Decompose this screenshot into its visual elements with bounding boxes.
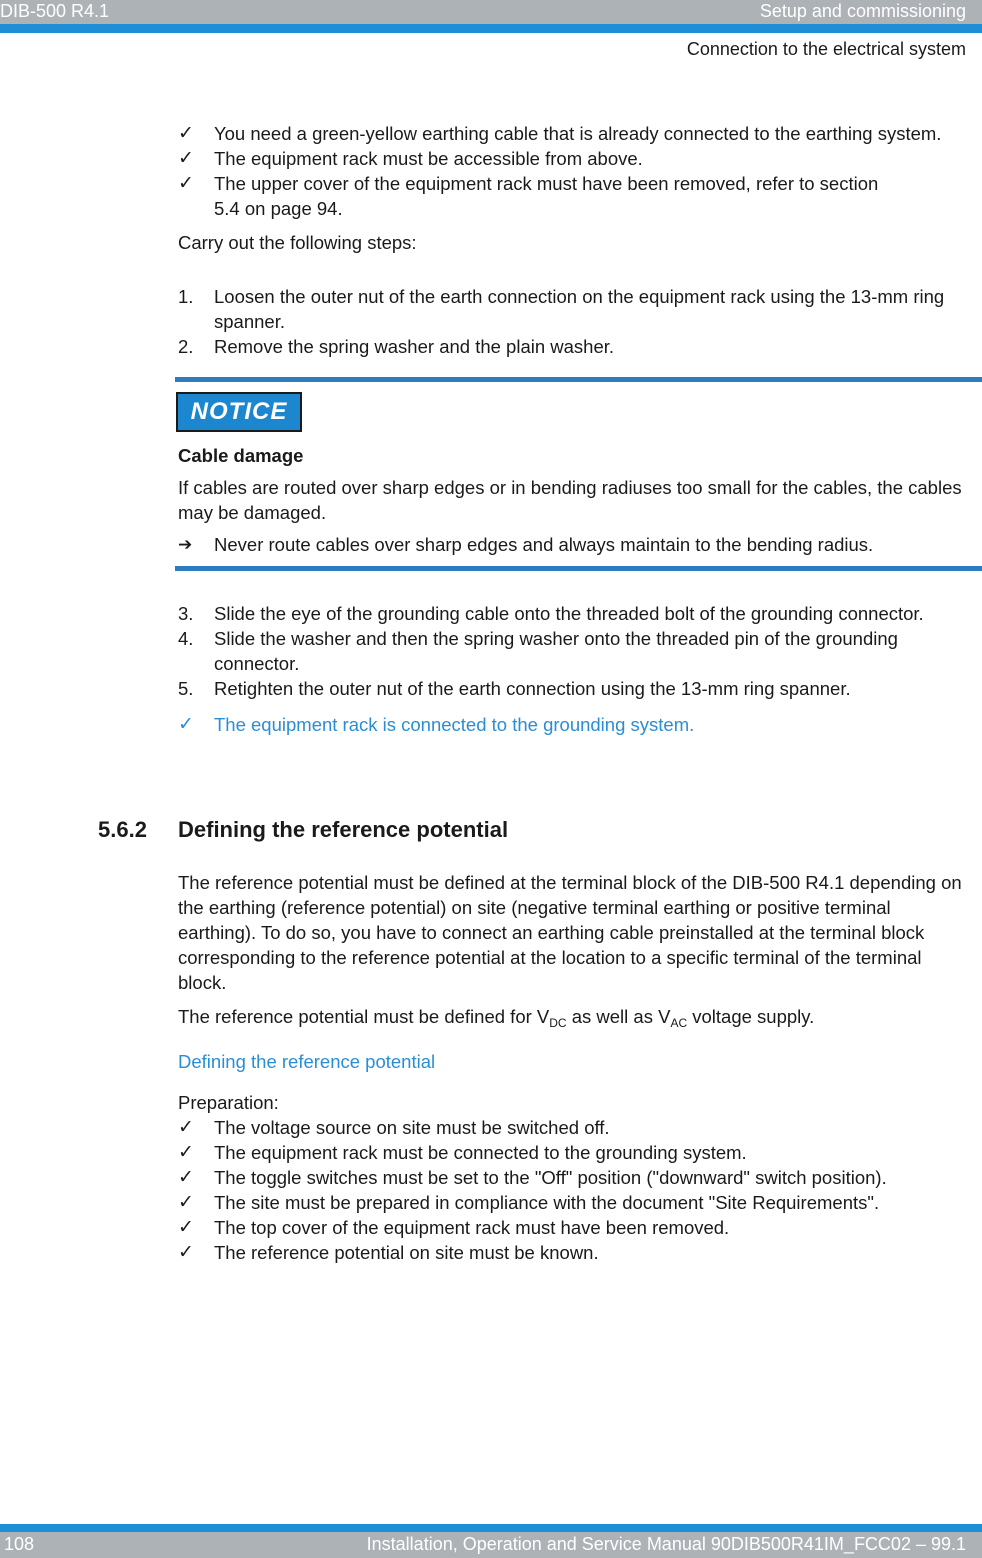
list-item: 2. Remove the spring washer and the plain washer. bbox=[178, 336, 615, 357]
list-item: 1. Loosen the outer nut of the earth connection on the equipment rack using the 13-mm ring spanner. bbox=[178, 286, 945, 332]
list-item: ✓ You need a green-yellow earthing cable that is already connected to the earthing system. bbox=[178, 123, 942, 144]
notice-badge: NOTICE bbox=[176, 392, 302, 432]
check-icon: ✓ bbox=[178, 173, 194, 194]
preparation-label: Preparation: bbox=[178, 1092, 279, 1113]
list-item: 4. Slide the washer and then the spring washer onto the threaded pin of the grounding connector. bbox=[178, 628, 898, 674]
list-item: ✓ The site must be prepared in compliance with the document "Site Requirements". bbox=[178, 1192, 880, 1213]
steps-list-a bbox=[178, 284, 968, 359]
list-item: 3. Slide the eye of the grounding cable onto the threaded bolt of the grounding connector. bbox=[178, 603, 924, 624]
notice-body bbox=[178, 443, 968, 557]
list-item: ✓ The equipment rack must be connected to the grounding system. bbox=[178, 1142, 747, 1163]
list-item: ✓ The toggle switches must be set to the "Off" position ("downward" switch position). bbox=[178, 1167, 887, 1188]
check-icon: ✓ bbox=[178, 1142, 194, 1163]
check-icon: ✓ bbox=[178, 1167, 194, 1188]
page-number: 108 bbox=[4, 1534, 35, 1554]
section-paragraph: The reference potential must be defined at the terminal block of the DIB-500 R4.1 depending on the earthing (reference potential) on site (negative terminal earthing or positive terminal earthing). To do so, you have to connect an earthing cable preinstalled at the terminal block corresponding to the reference potential at the location to a specific terminal of the terminal block. bbox=[178, 872, 962, 993]
steps-intro: Carry out the following steps: bbox=[178, 232, 417, 253]
check-icon: ✓ bbox=[178, 1117, 194, 1138]
check-icon: ✓ bbox=[178, 1192, 194, 1213]
list-item: ✓ The equipment rack must be accessible from above. bbox=[178, 148, 643, 169]
notice-bottom-rule bbox=[175, 566, 982, 571]
check-icon: ✓ bbox=[178, 1217, 194, 1238]
header-bar bbox=[0, 0, 982, 24]
result-item: ✓ The equipment rack is connected to the grounding system. bbox=[178, 714, 695, 735]
section-paragraph-voltage: The reference potential must be defined for $V_{DC}$ as well as $V_{AC}$ voltage supply. bbox=[178, 1006, 815, 1030]
section-title-header: Connection to the electrical system bbox=[686, 39, 966, 59]
prerequisite-list-top bbox=[178, 121, 968, 255]
chapter-title: Setup and commissioning bbox=[759, 1, 966, 21]
list-item: ✓ The top cover of the equipment rack must have been removed. bbox=[178, 1217, 730, 1238]
subheading: Defining the reference potential bbox=[178, 1051, 436, 1072]
notice-title: Cable damage bbox=[178, 445, 304, 466]
list-item: ✓ The upper cover of the equipment rack must have been removed, refer to section 5.4 on page 94. bbox=[178, 173, 879, 219]
manual-title: Installation, Operation and Service Manual 90DIB500R41IM_FCC02 – 99.1 bbox=[366, 1534, 966, 1554]
list-item: 5. Retighten the outer nut of the earth connection using the 13-mm ring spanner. bbox=[178, 678, 851, 699]
notice-action: ➔ Never route cables over sharp edges and always maintain to the bending radius. bbox=[178, 534, 874, 555]
check-icon: ✓ bbox=[178, 148, 194, 169]
list-item: ✓ The reference potential on site must be known. bbox=[178, 1242, 599, 1263]
check-icon: ✓ bbox=[178, 1242, 194, 1263]
section-title: Defining the reference potential bbox=[178, 817, 509, 842]
section-body bbox=[178, 870, 968, 1265]
section-number: 5.6.2 bbox=[98, 817, 147, 842]
check-icon: ✓ bbox=[178, 714, 194, 735]
footer-rule bbox=[0, 1524, 982, 1532]
steps-list-b bbox=[178, 601, 968, 737]
notice-top-rule bbox=[175, 377, 982, 382]
doc-name: DIB-500 R4.1 bbox=[0, 1, 110, 21]
list-item: ✓ The voltage source on site must be switched off. bbox=[178, 1117, 610, 1138]
section-heading bbox=[98, 816, 508, 844]
footer-bar bbox=[0, 1532, 982, 1558]
notice-text: If cables are routed over sharp edges or in bending radiuses too small for the cables, the cables may be damaged. bbox=[178, 477, 962, 523]
arrow-right-icon: ➔ bbox=[178, 535, 193, 554]
header-rule bbox=[0, 24, 982, 33]
check-icon: ✓ bbox=[178, 123, 194, 144]
